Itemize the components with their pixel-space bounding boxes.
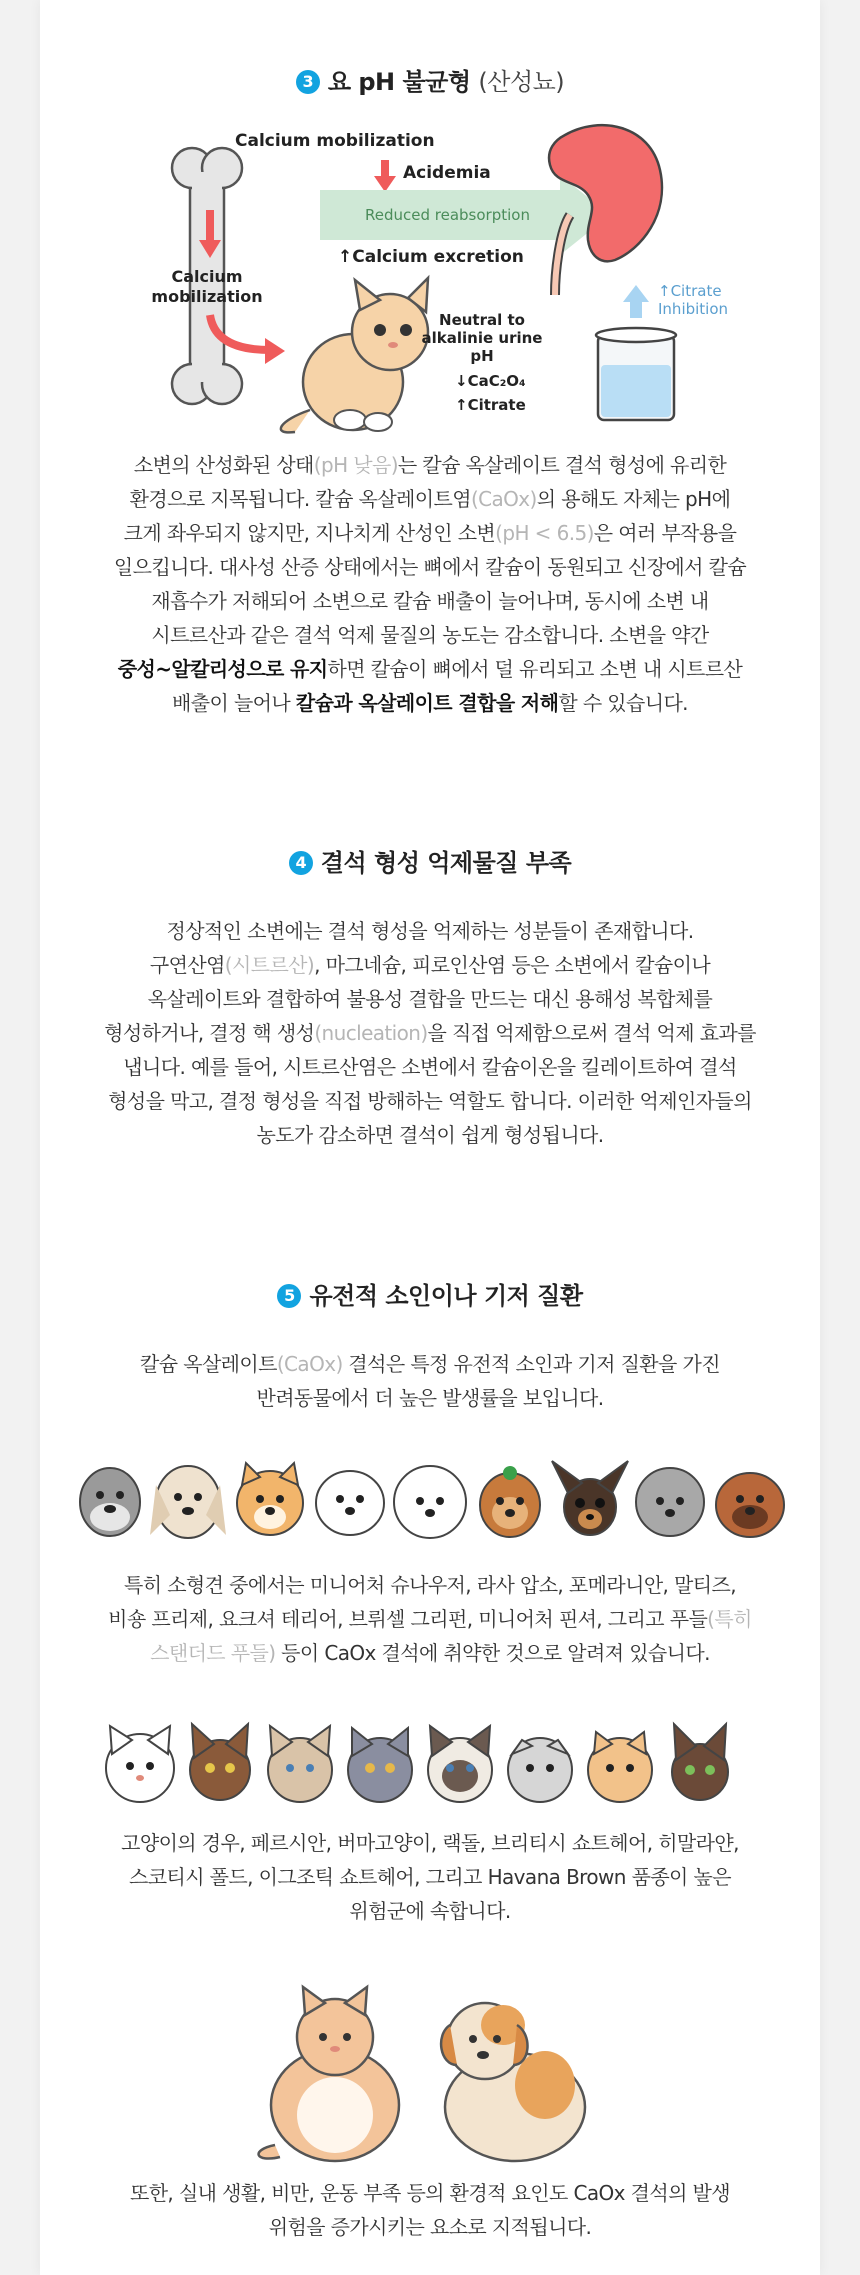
dog-face-icon [480, 1466, 540, 1537]
calcium-excretion-label: ↑Calcium excretion [338, 247, 524, 267]
cat-face-icon [348, 1728, 412, 1802]
cat-icon [281, 278, 428, 432]
section-title-text: 결석 형성 억제물질 부족 [320, 849, 572, 877]
neutral-2: alkalinie urine [421, 329, 543, 347]
section-title-sub: (산성뇨) [478, 68, 565, 96]
dog-face-icon [80, 1468, 140, 1536]
obese-pets-illustration [245, 1985, 615, 2165]
cat-breeds-text: 고양이의 경우, 페르시안, 버마고양이, 랙돌, 브리티시 쇼트헤어, 히말라얀, 스코티시 폴드, 이그조틱 쇼트헤어, 그리고 Havana Brown 품종이 높은 위험군에 속합니다. [121, 1831, 739, 1923]
cat-face-icon [508, 1738, 572, 1802]
section-5-intro: 칼슘 옥살레이트(CaOx) 결석은 특정 유전적 소인과 기저 질환을 가진 반려동물에서 더 높은 발생률을 보입니다. [140, 1352, 720, 1410]
environment-text: 또한, 실내 생활, 비만, 운동 부족 등의 환경적 요인도 CaOx 결석의 발생 위험을 증가시키는 요소로 지적됩니다. [129, 2181, 730, 2239]
citrate-inh-1: ↑Citrate [658, 282, 722, 300]
fat-dog-icon [441, 2003, 585, 2161]
section-number-badge: 5 [277, 1284, 301, 1308]
cat-face-icon [268, 1726, 332, 1802]
dog-face-icon [716, 1473, 784, 1537]
cat-face-icon [106, 1726, 174, 1802]
section-title-text: 요 pH 불균형 [327, 68, 471, 96]
section-3-paragraph: 소변의 산성화된 상태(pH 낮음)는 칼슘 옥살레이트 결석 형성에 유리한 환경으로 지목됩니다. 칼슘 옥살레이트염(CaOx)의 용해도 자체는 pH에 크게 좌우되지 않지만, 지나치게 산성인 소변(pH < 6.5)은 여러 부작용을 일으킵니다. 대사성 산증 상태에서는 뼈에서 칼슘이 동원되고 신장에서 칼슘 재흡수가 저해되어 소변으로 칼슘 배출이 늘어나며, 동시에 소변 내 시트르산과 같은 결석 억제 물질의 농도는 감소합니다. 소변을 약간 중성~알칼리성으로 유지하면 칼슘이 뼈에서 덜 유리되고 소변 내 시트르산 배출이 늘어나 칼슘과 옥살레이트 결합을 저해할 수 있습니다. [113, 453, 747, 715]
calcium-left-2: mobilization [151, 287, 263, 306]
section-number-badge: 3 [296, 70, 320, 94]
citrate-inh-2: Inhibition [658, 300, 729, 318]
citrate-up-label: ↑Citrate [455, 396, 526, 414]
beaker-icon [596, 328, 676, 420]
section-5-title [40, 1276, 820, 1311]
dog-face-icon [316, 1471, 384, 1535]
acidemia-label: Acidemia [403, 163, 491, 183]
cat-face-icon [190, 1724, 250, 1800]
cat-breeds-row [100, 1718, 760, 1808]
calcium-left-1: Calcium [171, 267, 243, 286]
content-card [40, 0, 820, 2275]
cat-face-icon [588, 1732, 652, 1802]
dog-face-icon [552, 1461, 628, 1535]
dog-breeds-text: 특히 소형견 중에서는 미니어처 슈나우저, 라사 압소, 포메라니안, 말티즈, 비숑 프리제, 요크셔 테리어, 브뤼셀 그리펀, 미니어처 핀셔, 그리고 푸들(특히 스탠더드 푸들) 등이 CaOx 결석에 취약한 것으로 알려져 있습니다. [108, 1573, 752, 1665]
cat-face-icon [428, 1726, 492, 1802]
dog-face-icon [394, 1466, 466, 1538]
calcium-mobilization-top: Calcium mobilization [235, 131, 435, 151]
section-3-title [40, 62, 820, 97]
acid-urine-diagram [151, 120, 729, 440]
cacao-label: ↓CaC₂O₄ [455, 372, 526, 390]
neutral-1: Neutral to [439, 311, 525, 329]
section-number-badge: 4 [289, 851, 313, 875]
neutral-3: pH [470, 347, 494, 365]
section-title-text: 유전적 소인이나 기저 질환 [309, 1282, 583, 1310]
dog-face-icon [636, 1468, 704, 1536]
section-4-paragraph: 정상적인 소변에는 결석 형성을 억제하는 성분들이 존재합니다. 구연산염(시트르산), 마그네슘, 피로인산염 등은 소변에서 칼슘이나 옥살레이트와 결합하여 불용성 결합을 만드는 대신 용해성 복합체를 형성하거나, 결정 핵 생성(nucleation)을 직접 억제함으로써 결석 억제 효과를 냅니다. 예를 들어, 시트르산염은 소변에서 칼슘이온을 킬레이트하여 결석 형성을 막고, 결정 형성을 직접 방해하는 역할도 합니다. 이러한 억제인자들의 농도가 감소하면 결석이 쉽게 형성됩니다. [104, 919, 756, 1147]
reduced-reabsorption-label: Reduced reabsorption [365, 206, 530, 224]
dog-face-icon [237, 1463, 303, 1535]
dog-face-icon [150, 1466, 226, 1538]
section-4-title [40, 843, 820, 878]
fat-cat-icon [259, 1987, 399, 2161]
cat-face-icon [672, 1724, 728, 1800]
dog-breeds-row [70, 1455, 790, 1545]
